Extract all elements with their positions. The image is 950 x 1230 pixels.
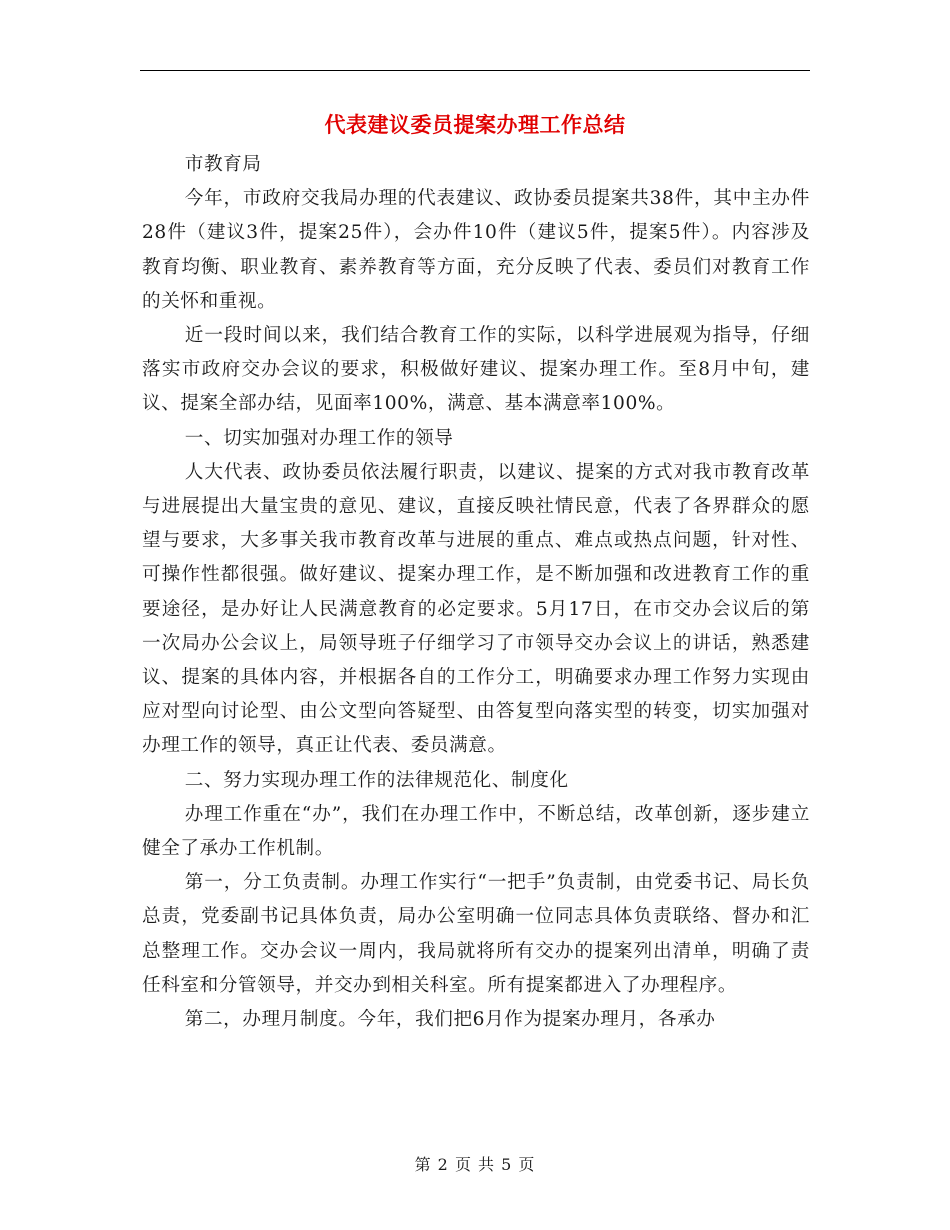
paragraph-leadership: 人大代表、政协委员依法履行职责，以建议、提案的方式对我市教育改革与进展提出大量宝贵的意见、建议，直接反映社情民意，代表了各界群众的愿望与要求，大多事关我市教育改革与进展的重点、难点或热点问题，针对性、可操作性都很强。做好建议、提案办理工作，是不断加强和改进教育工作的重要途径，是办好让人民满意教育的必定要求。5月17日，在市交办会议后的第一次局办公会议上，局领导班子仔细学习了市领导交办会议上的讲话，熟悉建议、提案的具体内容，并根据各自的工作分工，明确要求办理工作努力实现由应对型向讨论型、由公文型向答疑型、由答复型向落实型的转变，切实加强对办理工作的领导，真正让代表、委员满意。 bbox=[142, 461, 810, 757]
section-heading-standardization: 二、努力实现办理工作的法律规范化、制度化 bbox=[184, 769, 569, 791]
paragraph-responsibility: 第一，分工负责制。办理工作实行“一把手”负责制，由党委书记、局长负总责，党委副书记具体负责，局办公室明确一位同志具体负责联络、督办和汇总整理工作。交办会议一周内，我局就将所有交办的提案列出清单，明确了责任科室和分管领导，并交办到相关科室。所有提案都进入了办理程序。 bbox=[142, 872, 810, 996]
document-body bbox=[142, 148, 810, 1037]
section-heading-leadership: 一、切实加强对办理工作的领导 bbox=[184, 427, 454, 449]
paragraph-department: 市教育局 bbox=[184, 154, 262, 175]
paragraph-mechanism: 办理工作重在“办”，我们在办理工作中，不断总结，改革创新，逐步建立健全了承办工作机制。 bbox=[142, 803, 810, 860]
paragraph-intro: 今年，市政府交我局办理的代表建议、政协委员提案共38件，其中主办件28件（建议3件，提案25件），会办件10件（建议5件，提案5件）。内容涉及教育均衡、职业教育、素养教育等方面，充分反映了代表、委员们对教育工作的关怀和重视。 bbox=[142, 188, 810, 312]
document-title: 代表建议委员提案办理工作总结 bbox=[324, 112, 626, 137]
paragraph-progress: 近一段时间以来，我们结合教育工作的实际，以科学进展观为指导，仔细落实市政府交办会议的要求，积极做好建议、提案办理工作。至8月中旬，建议、提案全部办结，见面率100%，满意、基本满意率100%。 bbox=[142, 325, 810, 415]
header-rule bbox=[140, 70, 810, 71]
paragraph-monthly-system: 第二，办理月制度。今年，我们把6月作为提案办理月，各承办 bbox=[184, 1009, 716, 1031]
page-number-footer: 第 2 页 共 5 页 bbox=[414, 1155, 536, 1174]
